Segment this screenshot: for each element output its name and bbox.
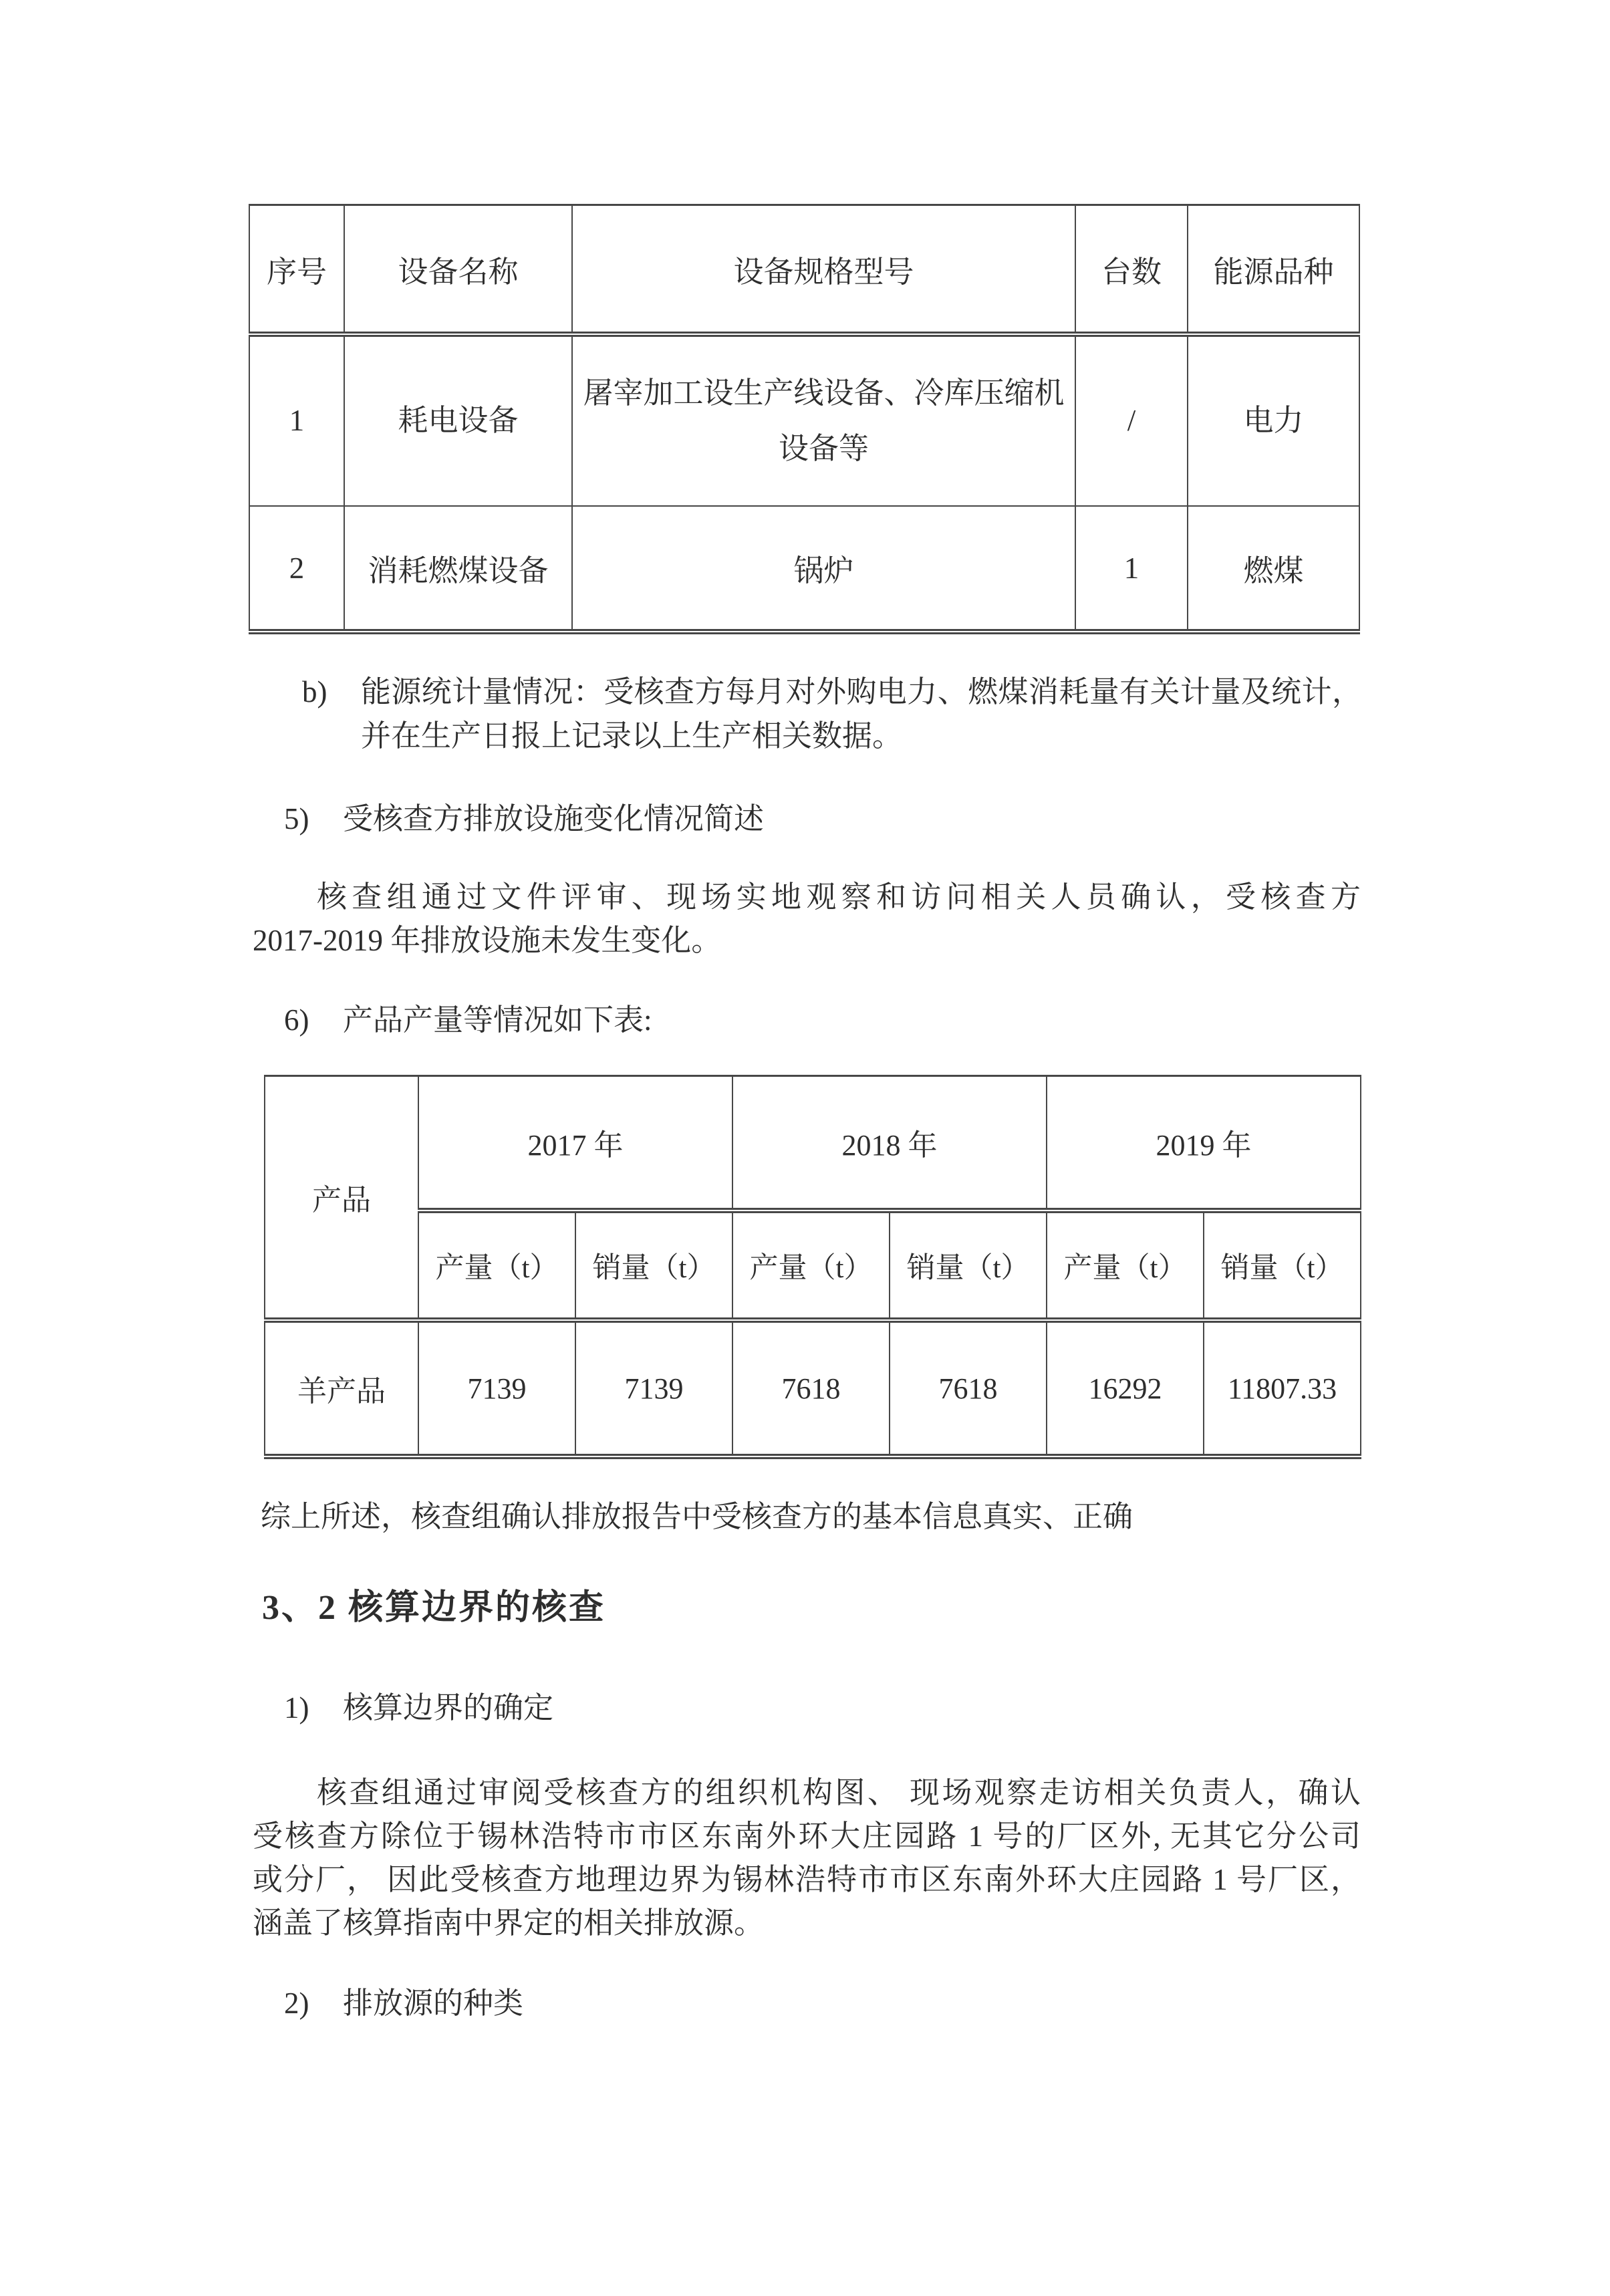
paragraph-boundary — [253, 1771, 1361, 1945]
product-subheader-2019-output: 产量（t） — [1047, 1210, 1204, 1320]
product-subheader-2017-output: 产量（t） — [418, 1210, 575, 1320]
product-header-2017: 2017 年 — [418, 1076, 732, 1211]
product-table-data-row — [265, 1320, 1361, 1456]
list-item-5-marker: 5) — [284, 802, 309, 836]
product-header-2018: 2018 年 — [732, 1076, 1047, 1211]
equipment-row-2 — [249, 506, 1359, 632]
equipment-header-count: 台数 — [1075, 205, 1188, 335]
list-item-2-marker: 2) — [284, 1987, 309, 2020]
product-table-year-row — [265, 1076, 1361, 1211]
list-item-b-text — [361, 670, 1362, 758]
product-subheader-2018-output: 产量（t） — [732, 1210, 890, 1320]
product-subheader-2019-sales: 销量（t） — [1204, 1210, 1361, 1320]
product-output-table — [264, 1075, 1361, 1459]
equipment-row-1 — [249, 334, 1359, 506]
list-item-b — [302, 670, 1362, 758]
paragraph-facility-change — [253, 876, 1361, 963]
list-item-2 — [284, 1981, 523, 2025]
equipment-row-1-energy: 电力 — [1188, 334, 1359, 506]
equipment-table — [249, 204, 1360, 634]
equipment-row-2-name: 消耗燃煤设备 — [344, 506, 572, 632]
equipment-row-1-spec: 屠宰加工设生产线设备、冷库压缩机设备等 — [572, 334, 1075, 506]
list-item-5-text: 受核查方排放设施变化情况简述 — [343, 802, 765, 836]
product-subheader-2018-sales: 销量（t） — [890, 1210, 1047, 1320]
equipment-row-1-count: / — [1075, 334, 1188, 506]
list-item-b-line2: 并在生产日报上记录以上生产相关数据。 — [361, 719, 903, 753]
paragraph-facility-change-line2: 2017-2019 年排放设施未发生变化。 — [253, 924, 722, 957]
product-header-2019: 2019 年 — [1047, 1076, 1361, 1211]
equipment-header-spec: 设备规格型号 — [572, 205, 1075, 335]
equipment-row-2-no: 2 — [249, 506, 344, 632]
list-item-b-line1: 能源统计量情况：受核查方每月对外购电力、燃煤消耗量有关计量及统计， — [361, 675, 1362, 709]
summary-statement: 综上所述，核查组确认排放报告中受核查方的基本信息真实、正确 — [261, 1500, 1133, 1533]
paragraph-boundary-line2: 受核查方除位于锡林浩特市市区东南外环大庄园路 1 号的厂区外, 无其它分公司 — [253, 1819, 1361, 1853]
equipment-row-2-count: 1 — [1075, 506, 1188, 632]
list-item-1 — [284, 1686, 553, 1730]
product-row-2018-sales: 7618 — [890, 1320, 1047, 1456]
paragraph-facility-change-line1: 核查组通过文件评审、现场实地观察和访问相关人员确认，受核查方 — [317, 880, 1361, 914]
paragraph-boundary-line3: 或分厂， 因此受核查方地理边界为锡林浩特市市区东南外环大庄园路 1 号厂区， — [253, 1863, 1361, 1896]
product-row-2017-sales: 7139 — [575, 1320, 732, 1456]
product-row-2019-output: 16292 — [1047, 1320, 1204, 1456]
list-item-2-text: 排放源的种类 — [343, 1987, 524, 2020]
product-row-2018-output: 7618 — [732, 1320, 890, 1456]
equipment-header-name: 设备名称 — [344, 205, 572, 335]
section-heading: 3、2 核算边界的核查 — [262, 1589, 606, 1627]
list-item-5 — [284, 797, 764, 841]
product-subheader-2017-sales: 销量（t） — [575, 1210, 732, 1320]
equipment-row-2-energy: 燃煤 — [1188, 506, 1359, 632]
product-row-2017-output: 7139 — [418, 1320, 575, 1456]
equipment-row-1-name: 耗电设备 — [344, 334, 572, 506]
product-row-2019-sales: 11807.33 — [1204, 1320, 1361, 1456]
list-item-b-marker: b) — [302, 675, 327, 709]
list-item-6-marker: 6) — [284, 1003, 309, 1037]
equipment-header-no: 序号 — [249, 205, 344, 335]
list-item-1-marker: 1) — [284, 1691, 309, 1725]
paragraph-boundary-line1: 核查组通过审阅受核查方的组织机构图、 现场观察走访相关负责人，确认 — [317, 1776, 1361, 1809]
list-item-6-text: 产品产量等情况如下表: — [343, 1003, 652, 1037]
equipment-row-2-spec: 锅炉 — [572, 506, 1075, 632]
equipment-header-energy: 能源品种 — [1188, 205, 1359, 335]
list-item-1-text: 核算边界的确定 — [343, 1691, 554, 1725]
list-item-6 — [284, 998, 652, 1042]
product-table-subheader-row — [265, 1210, 1361, 1320]
product-row-name: 羊产品 — [265, 1320, 418, 1456]
paragraph-boundary-line4: 涵盖了核算指南中界定的相关排放源。 — [253, 1906, 765, 1940]
product-header-product: 产品 — [265, 1076, 418, 1321]
equipment-table-header-row — [249, 205, 1359, 335]
equipment-row-1-no: 1 — [249, 334, 344, 506]
